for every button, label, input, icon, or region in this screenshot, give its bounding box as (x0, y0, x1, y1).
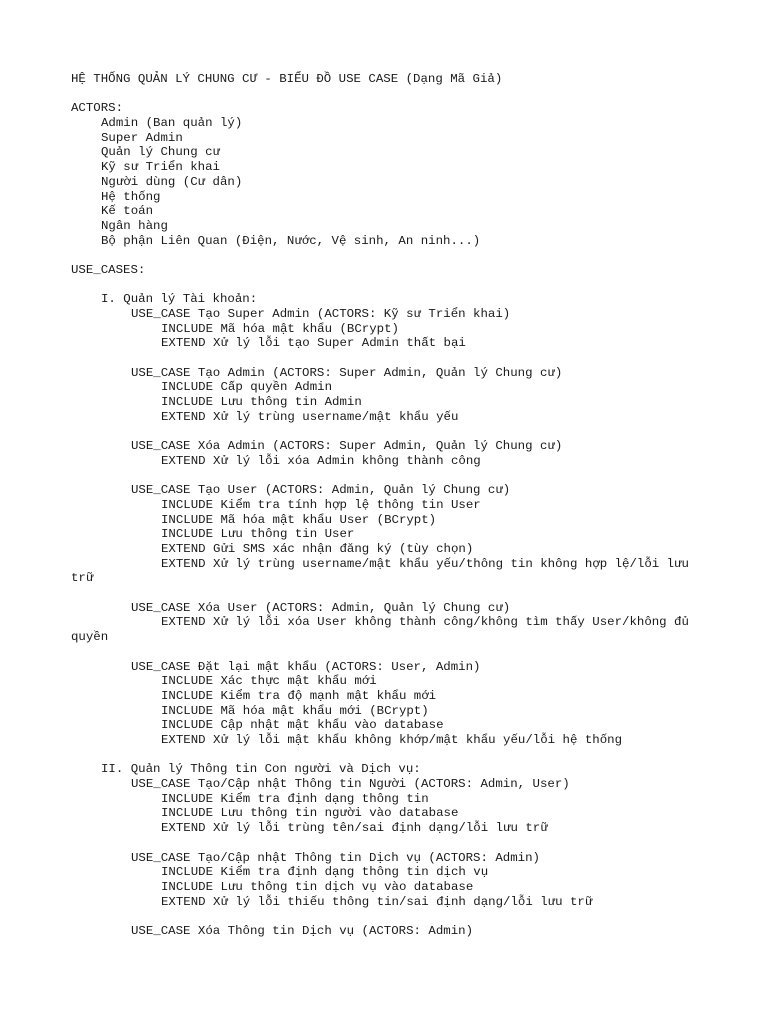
use-case-line: EXTEND Xử lý lỗi xóa Admin không thành công (161, 453, 481, 468)
use-case-line: EXTEND Xử lý lỗi tạo Super Admin thất bại (161, 336, 466, 351)
use-case-title: USE_CASE Tạo User (ACTORS: Admin, Quản lý Chung cư) (131, 483, 511, 498)
use-case-title: USE_CASE Xóa User (ACTORS: Admin, Quản lý Chung cư) (131, 600, 511, 615)
actor-item: Kế toán (101, 204, 154, 219)
use-case-title: USE_CASE Tạo/Cập nhật Thông tin Người (ACTORS: Admin, User) (131, 777, 570, 792)
blank-line (71, 909, 711, 924)
actor-item: Kỹ sư Triển khai (101, 160, 220, 175)
actor-item: Người dùng (Cư dân) (101, 174, 243, 189)
use-case-line-wrapped: EXTEND Xử lý lỗi xóa User không thành công/không tìm thấy User/không đủ quyền (71, 615, 697, 645)
use-case-line: INCLUDE Mã hóa mật khẩu mới (BCrypt) (161, 703, 429, 718)
blank-line (71, 836, 711, 851)
actor-item: Hệ thống (101, 189, 161, 204)
use-case-line: INCLUDE Kiểm tra tính hợp lệ thông tin User (161, 497, 481, 512)
use-case-line: INCLUDE Kiểm tra độ mạnh mật khẩu mới (161, 688, 437, 703)
use-case-line: INCLUDE Cấp quyền Admin (161, 380, 333, 395)
use-case-line: INCLUDE Mã hóa mật khẩu (BCrypt) (161, 321, 399, 336)
blank-line (71, 748, 711, 763)
use-case-title: USE_CASE Tạo/Cập nhật Thông tin Dịch vụ (ACTORS: Admin) (131, 850, 540, 865)
blank-line (71, 425, 711, 440)
use-case-title: USE_CASE Xóa Thông tin Dịch vụ (ACTORS: Admin) (131, 923, 474, 938)
use-case-line: INCLUDE Lưu thông tin Admin (161, 395, 362, 410)
blank-line (71, 586, 711, 601)
use-case-line: INCLUDE Lưu thông tin User (161, 527, 355, 542)
use-case-line: EXTEND Gửi SMS xác nhận đăng ký (tùy chọn) (161, 542, 474, 556)
use-case-line: EXTEND Xử lý lỗi trùng tên/sai định dạng/lỗi lưu trữ (161, 821, 548, 836)
use-case-line: INCLUDE Lưu thông tin dịch vụ vào database (161, 879, 474, 894)
blank-line (71, 278, 711, 293)
actor-item: Ngân hàng (101, 218, 168, 233)
pseudocode-document (71, 72, 711, 939)
use-case-line: INCLUDE Kiểm tra định dạng thông tin (161, 791, 429, 806)
actor-item: Super Admin (101, 130, 183, 145)
blank-line (71, 248, 711, 263)
use-case-title: USE_CASE Đặt lại mật khẩu (ACTORS: User, Admin) (131, 659, 481, 674)
use-case-title: USE_CASE Tạo Admin (ACTORS: Super Admin, Quản lý Chung cư) (131, 365, 563, 380)
use-case-line: EXTEND Xử lý lỗi thiếu thông tin/sai định dạng/lỗi lưu trữ (161, 894, 593, 909)
use-case-line: INCLUDE Mã hóa mật khẩu User (BCrypt) (161, 512, 437, 527)
use-case-line: INCLUDE Cập nhật mật khẩu vào database (161, 718, 444, 733)
section-title: I. Quản lý Tài khoản: (101, 292, 258, 307)
use-case-line: INCLUDE Lưu thông tin người vào database (161, 806, 459, 821)
use-case-title: USE_CASE Xóa Admin (ACTORS: Super Admin, Quản lý Chung cư) (131, 439, 563, 454)
use-cases-heading: USE_CASES: (71, 262, 146, 277)
actor-item: Bộ phận Liên Quan (Điện, Nước, Vệ sinh, An ninh...) (101, 233, 481, 248)
actors-heading: ACTORS: (71, 101, 124, 116)
section-title: II. Quản lý Thông tin Con người và Dịch vụ: (101, 762, 421, 777)
blank-line (71, 351, 711, 366)
use-case-line: EXTEND Xử lý trùng username/mật khẩu yếu (161, 409, 459, 424)
actor-item: Admin (Ban quản lý) (101, 116, 243, 131)
document-title: HỆ THỐNG QUẢN LÝ CHUNG CƯ - BIỂU ĐỒ USE CASE (Dạng Mã Giả) (71, 72, 503, 86)
use-case-line-wrapped: EXTEND Xử lý trùng username/mật khẩu yếu/thông tin không hợp lệ/lỗi lưu trữ (71, 556, 697, 586)
use-case-title: USE_CASE Tạo Super Admin (ACTORS: Kỹ sư Triển khai) (131, 307, 511, 321)
use-case-line: EXTEND Xử lý lỗi mật khẩu không khớp/mật khẩu yếu/lỗi hệ thống (161, 733, 623, 747)
use-case-line: INCLUDE Kiểm tra định dạng thông tin dịch vụ (161, 865, 489, 880)
blank-line (71, 645, 711, 660)
use-case-line: INCLUDE Xác thực mật khẩu mới (161, 674, 377, 689)
blank-line (71, 87, 711, 102)
actor-item: Quản lý Chung cư (101, 145, 220, 160)
blank-line (71, 469, 711, 484)
